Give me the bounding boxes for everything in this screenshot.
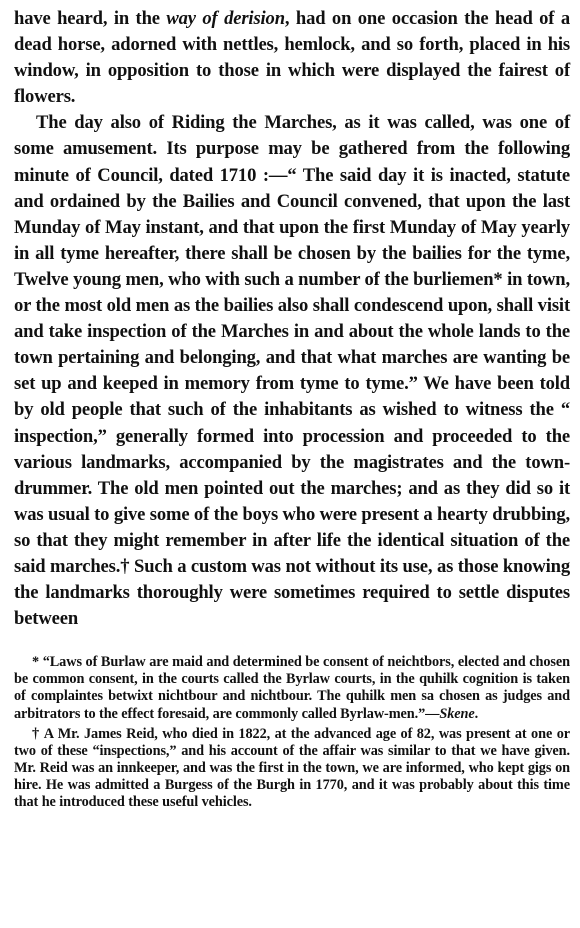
paragraph-1-emphasis: way of derision: [166, 8, 285, 29]
footnotes: [14, 654, 570, 811]
body-text: [14, 6, 570, 632]
paragraph-1-text-b: , had on one occasion the head of a dead horse, adorned with nettles, hemlock, and so forth, placed in his window, in opposition to those in which were displayed the fairest of flowers.: [14, 8, 570, 108]
paragraph-2: The day also of Riding the Marches, as it was called, was one of some amusement. Its purpose may be gathered from the following minute of Council, dated 1710 :—“ The said day it is inacted, statute and ordained by the Bailies and Council convened, that upon the last Munday of May instant, and that upon the first Munday of May yearly in all tyme hereafter, there shall be chosen by the bailies for the tyme, Twelve young men, who with such a number of the burliemen* in town, or the most old men as the bailies also shall condescend upon, shall visit and take inspection of the Marches in and about the whole lands to the town pertaining and belonging, and that what marches are wanting be set up and keeped in memory from tyme to tyme.” We have been told by old people that such of the inhabitants as wished to witness the “ inspection,” generally formed into procession and proceeded to the various landmarks, accompanied by the magistrates and the town-drummer. The old men pointed out the marches; and as they did so it was usual to give some of the boys who were present a hearty drubbing, so that they might remember in after life the identical situation of the said marches.† Such a custom was not without its use, as those knowing the landmarks thoroughly were sometimes required to settle disputes between: [14, 112, 570, 630]
footnote-1: [14, 654, 570, 722]
footnote-1-source: Skene: [439, 705, 475, 722]
footnote-1-text-b: .: [474, 705, 479, 722]
paragraph-1-text-a: have heard, in the: [14, 8, 167, 29]
footnote-2: † A Mr. James Reid, who died in 1822, at the advanced age of 82, was present at one or two of these “inspections,” and his account of the affair was similar to that we have given. Mr. Reid was an innkeeper, and was the first in the town, we are informed, who kept gigs on hire. He was admitted a Burgess of the Burgh in 1770, and it was probably about this time that he introduced these useful vehicles.: [14, 725, 570, 810]
paragraph-1: [14, 6, 570, 110]
book-page: [14, 6, 570, 814]
footnote-1-text-a: * “Laws of Burlaw are maid and determined be consent of neichtbors, elected and chosen be common consent, in the courts called the Byrlaw courts, in the quhilk cognition is taken of complaintes betwixt nichtbour and nichtbour. The quhilk men sa chosen as judges and arbitrators to the effect foresaid, are commonly called Byrlaw-men.”—: [14, 654, 570, 722]
